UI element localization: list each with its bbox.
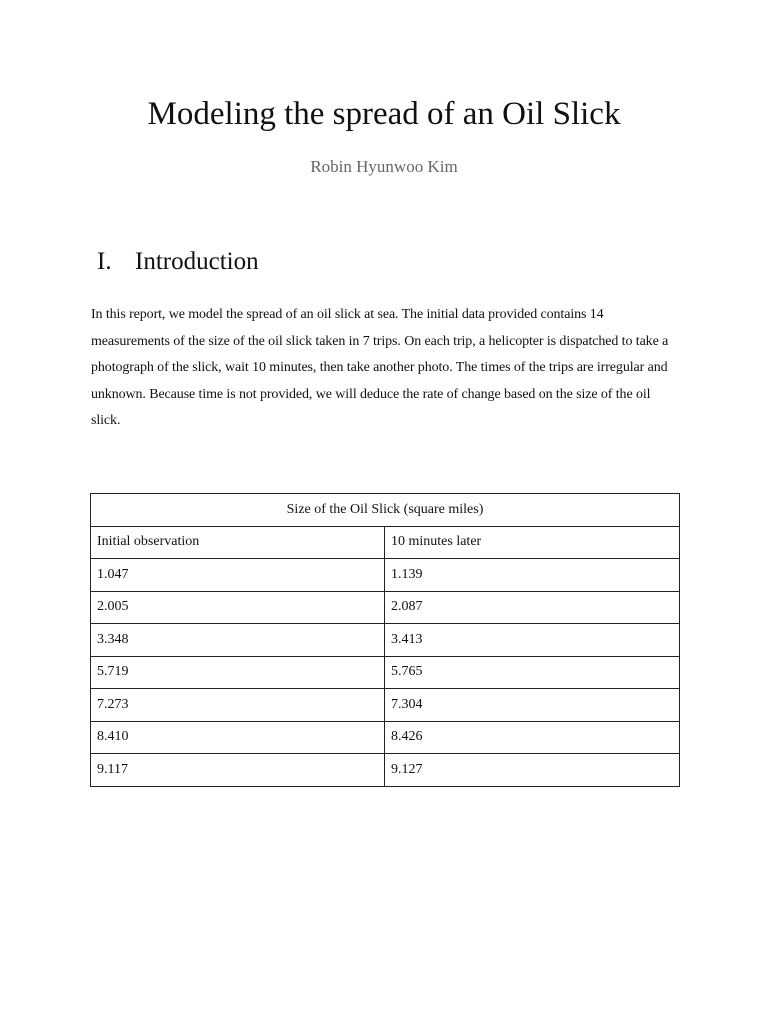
- table-cell: 7.304: [385, 689, 680, 722]
- table-cell: 3.348: [91, 624, 385, 657]
- document-title: Modeling the spread of an Oil Slick: [147, 96, 621, 132]
- table-row: [91, 689, 680, 722]
- table-row: [91, 656, 680, 689]
- table-cell: 8.426: [385, 721, 680, 754]
- section-heading: [97, 246, 259, 278]
- table-cell: 2.087: [385, 591, 680, 624]
- table-cell: 9.127: [385, 754, 680, 787]
- section-number: I.: [97, 248, 112, 275]
- table-cell: 9.117: [91, 754, 385, 787]
- table-caption: Size of the Oil Slick (square miles): [91, 494, 680, 527]
- table-row: [91, 721, 680, 754]
- column-header-later: 10 minutes later: [385, 526, 680, 559]
- table-cell: 1.139: [385, 559, 680, 592]
- table-row: [91, 559, 680, 592]
- intro-paragraph: In this report, we model the spread of an oil slick at sea. The initial data provided contains 14 measurements of the size of the oil slick taken in 7 trips. On each trip, a helicopter is dispatched to take a photograph of the slick, wait 10 minutes, then take another photo. The times of the trips are irregular and unknown. Because time is not provided, we will deduce the rate of change based on the size of the oil slick.: [91, 307, 669, 428]
- oil-slick-table: [90, 493, 680, 787]
- column-header-initial: Initial observation: [91, 526, 385, 559]
- table-cell: 5.719: [91, 656, 385, 689]
- table-cell: 7.273: [91, 689, 385, 722]
- table-row: [91, 591, 680, 624]
- table-header-row: [91, 526, 680, 559]
- table-cell: 8.410: [91, 721, 385, 754]
- document-author: Robin Hyunwoo Kim: [310, 157, 458, 176]
- table-cell: 1.047: [91, 559, 385, 592]
- table-cell: 3.413: [385, 624, 680, 657]
- table-caption-row: [91, 494, 680, 527]
- table-cell: 2.005: [91, 591, 385, 624]
- table-cell: 5.765: [385, 656, 680, 689]
- table-row: [91, 754, 680, 787]
- section-title: Introduction: [135, 248, 259, 275]
- table-row: [91, 624, 680, 657]
